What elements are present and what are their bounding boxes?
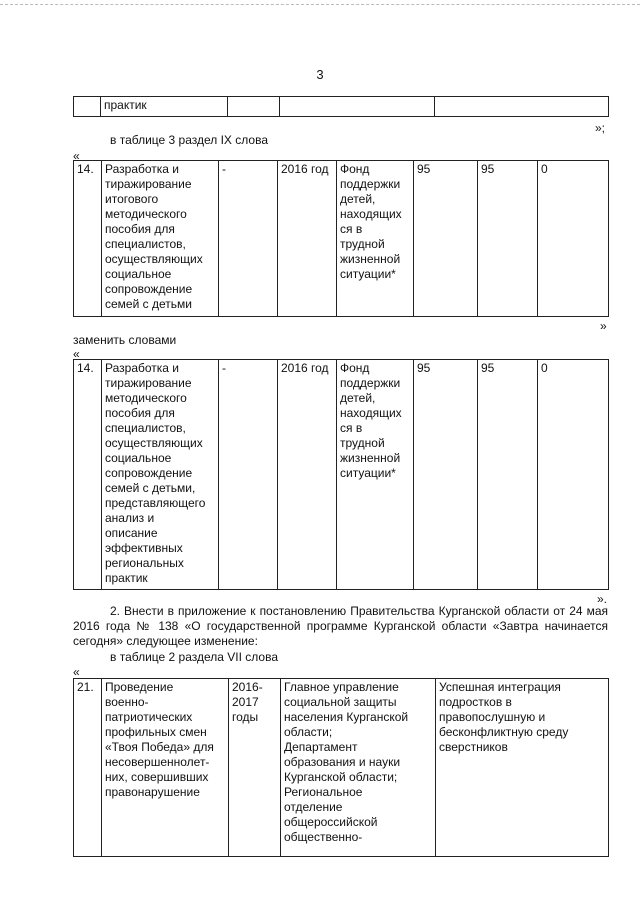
measure-name: Проведение военно- патриотических профильных смен «Твоя Победа» для несовершеннолет- них, совершивших правонарушение <box>102 679 229 857</box>
row-number: 21. <box>74 679 102 857</box>
value-2: 95 <box>478 360 538 590</box>
row-number: 14. <box>74 360 102 590</box>
value-3: 0 <box>538 360 609 590</box>
scan-top-edge <box>0 4 640 6</box>
value-1: 95 <box>414 360 478 590</box>
executor: - <box>219 161 278 317</box>
opening-quote: « <box>73 665 80 679</box>
expected-result: Успешная интеграция подростков в правопослушную и бесконфликтную среду сверстников <box>436 679 609 857</box>
table-row <box>74 360 609 590</box>
table-new-wording <box>73 359 609 590</box>
row-number: 14. <box>74 161 102 317</box>
table-continuation <box>73 96 609 117</box>
table-cell <box>74 97 101 117</box>
value-1: 95 <box>414 161 478 317</box>
table-cell <box>280 97 435 117</box>
amendment-paragraph: 2. Внести в приложение к постановлению Правительства Курганской области от 24 мая 2016 года № 138 «О государственной программе Курганской области «Завтра начинается сегодня» следующее изменение: <box>73 604 608 648</box>
years: 2016- 2017 годы <box>229 679 281 857</box>
table-row <box>74 161 609 317</box>
closing-quote: ». <box>597 592 608 606</box>
instruction-text: в таблице 2 раздела VII слова <box>110 650 279 664</box>
closing-quote: »; <box>595 121 606 135</box>
closing-quote: » <box>600 319 607 333</box>
measure-name: Разработка и тиражирование методического пособия для специалистов, осуществляющих социальное сопровождение семей с детьми, представляющего анализ и описание эффективных региональных практик <box>102 360 219 590</box>
table-cell: практик <box>101 97 228 117</box>
instruction-text: заменить словами <box>73 333 177 347</box>
table-row <box>74 97 609 117</box>
page-number: 3 <box>316 67 324 82</box>
funding-source: Фонд поддержки детей, находящих ся в трудной жизненной ситуации* <box>337 161 414 317</box>
table-cell <box>435 97 609 117</box>
year: 2016 год <box>278 360 337 590</box>
value-3: 0 <box>538 161 609 317</box>
opening-quote: « <box>73 149 80 163</box>
value-2: 95 <box>478 161 538 317</box>
table-cell <box>228 97 280 117</box>
table-old-wording <box>73 160 609 317</box>
executors: Главное управление социальной защиты населения Курганской области; Департамент образования и науки Курганской области; Региональное отделение общероссийской общественно- <box>281 679 436 857</box>
table-program-measures <box>73 678 609 857</box>
instruction-text: в таблице 3 раздел IX слова <box>110 133 268 147</box>
executor: - <box>219 360 278 590</box>
opening-quote: « <box>73 347 80 361</box>
year: 2016 год <box>278 161 337 317</box>
measure-name: Разработка и тиражирование итогового методического пособия для специалистов, осуществляющих социальное сопровождение семей с детьми <box>102 161 219 317</box>
funding-source: Фонд поддержки детей, находящих ся в трудной жизненной ситуации* <box>337 360 414 590</box>
table-row <box>74 679 609 857</box>
